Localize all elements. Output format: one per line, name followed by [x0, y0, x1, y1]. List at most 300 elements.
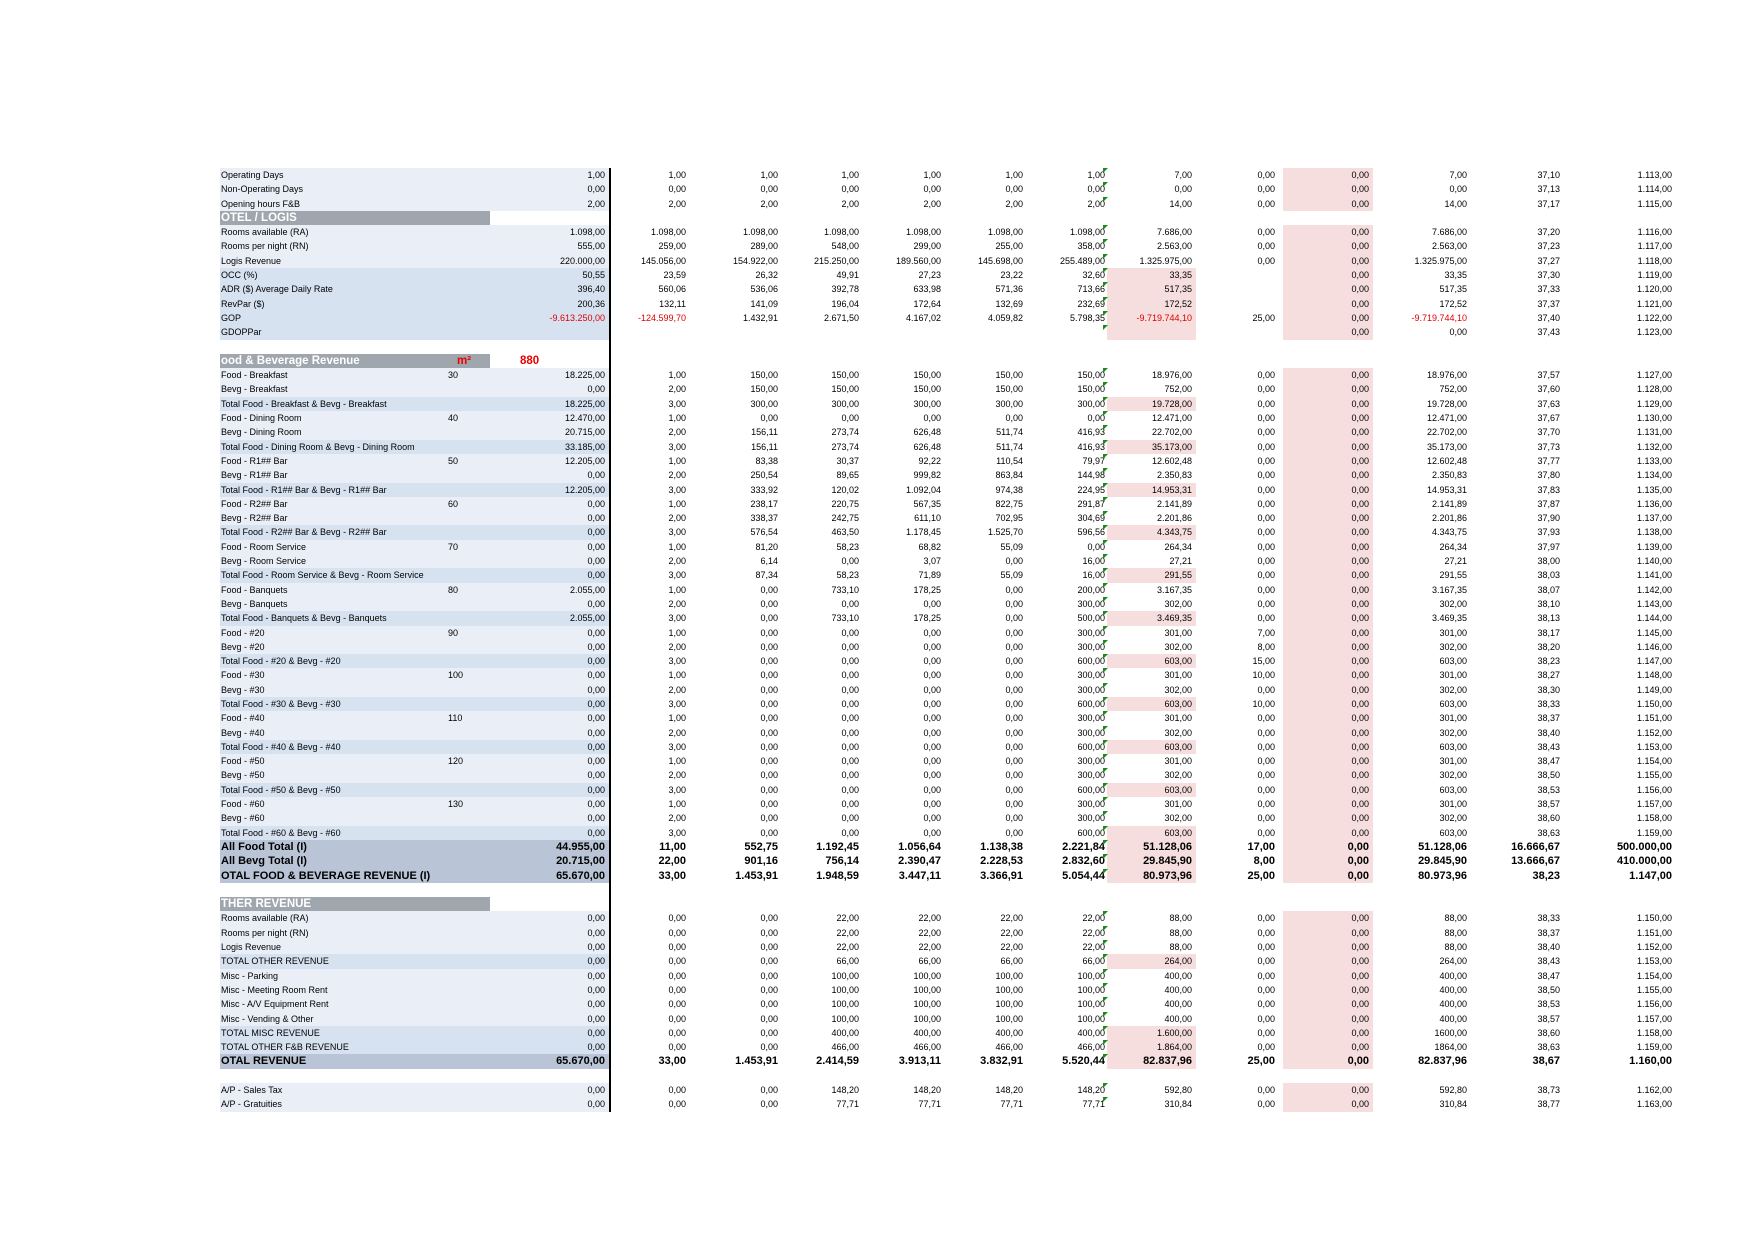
value-cell[interactable]: 0,00 [1257, 1099, 1275, 1110]
row-label[interactable]: Total Food - #20 & Bevg - #20 [220, 654, 445, 668]
value-cell[interactable]: 15,00 [1252, 656, 1275, 667]
value-cell[interactable]: 633,98 [913, 284, 941, 295]
value-cell[interactable]: 400,00 [1164, 970, 1192, 981]
value-cell[interactable]: 1.122,00 [1636, 312, 1672, 323]
base-value-cell[interactable]: 1.098,00 [489, 225, 609, 239]
value-cell[interactable]: 302,00 [1439, 641, 1467, 652]
value-cell[interactable]: 0,00 [923, 713, 941, 724]
value-cell[interactable]: 400,00 [1439, 999, 1467, 1010]
base-value-cell[interactable]: 0,00 [489, 783, 609, 797]
value-cell[interactable]: 38,13 [1537, 613, 1560, 624]
value-cell[interactable]: 1.134,00 [1636, 470, 1672, 481]
value-cell[interactable]: 38,27 [1537, 670, 1560, 681]
code-cell[interactable] [445, 440, 489, 454]
value-cell[interactable]: 0,00 [760, 184, 778, 195]
value-cell[interactable]: 0,00 [1283, 768, 1373, 782]
base-value-cell[interactable]: 0,00 [489, 540, 609, 554]
value-cell[interactable]: 51.128,06 [1418, 840, 1467, 853]
value-cell[interactable]: 19.728,00 [1426, 398, 1467, 409]
value-cell[interactable]: 37,43 [1537, 327, 1560, 338]
base-value-cell[interactable]: 0,00 [489, 468, 609, 482]
base-value-cell[interactable]: 0,00 [489, 1040, 609, 1054]
value-cell[interactable]: 12.471,00 [1151, 413, 1192, 424]
base-value-cell[interactable]: 18.225,00 [489, 397, 609, 411]
code-cell[interactable] [445, 282, 489, 296]
value-cell[interactable]: 22,00 [1082, 927, 1105, 938]
value-cell[interactable]: 1.155,00 [1636, 984, 1672, 995]
value-cell[interactable]: 466,00 [831, 1042, 859, 1053]
value-cell[interactable]: 1.131,00 [1636, 427, 1672, 438]
value-cell[interactable]: 299,00 [913, 241, 941, 252]
value-cell[interactable]: 300,00 [1077, 598, 1105, 609]
value-cell[interactable]: 0,00 [1257, 984, 1275, 995]
value-cell[interactable]: 1.092,04 [905, 484, 941, 495]
value-cell[interactable]: 0,00 [1283, 483, 1373, 497]
value-cell[interactable]: 264,34 [1164, 541, 1192, 552]
row-label[interactable]: Bevg - Breakfast [220, 382, 445, 396]
value-cell[interactable]: 511,74 [996, 427, 1023, 438]
value-cell[interactable]: 0,00 [841, 598, 859, 609]
base-value-cell[interactable]: 0,00 [489, 797, 609, 811]
value-cell[interactable]: 1.162,00 [1636, 1085, 1672, 1095]
value-cell[interactable]: 3,00 [668, 441, 686, 452]
code-cell[interactable] [445, 954, 489, 968]
value-cell[interactable]: 0,00 [1005, 656, 1023, 667]
value-cell[interactable]: 0,00 [1257, 799, 1275, 810]
value-cell[interactable]: 0,00 [760, 770, 778, 781]
value-cell[interactable]: 0,00 [1283, 368, 1373, 382]
value-cell[interactable]: 100,00 [1077, 999, 1105, 1010]
value-cell[interactable]: 1.123,00 [1636, 327, 1672, 338]
value-cell[interactable]: 37,10 [1537, 170, 1560, 180]
value-cell[interactable]: 0,00 [760, 413, 778, 424]
base-value-cell[interactable]: 0,00 [489, 1097, 609, 1111]
value-cell[interactable]: 571,36 [995, 284, 1023, 295]
value-cell[interactable]: 0,00 [1283, 1040, 1373, 1054]
value-cell[interactable]: 0,00 [760, 799, 778, 810]
value-cell[interactable]: 22,00 [1082, 942, 1105, 953]
value-cell[interactable]: 0,00 [760, 684, 778, 695]
value-cell[interactable]: 0,00 [1257, 1013, 1275, 1024]
value-cell[interactable]: 603,00 [1439, 741, 1467, 752]
value-cell[interactable]: 1.098,00 [1069, 227, 1105, 238]
value-cell[interactable]: 33,35 [1107, 268, 1196, 282]
row-label[interactable]: Bevg - #30 [220, 683, 445, 697]
value-cell[interactable]: 100,00 [831, 970, 859, 981]
value-cell[interactable]: 1.149,00 [1636, 684, 1672, 695]
value-cell[interactable]: 11,00 [659, 840, 686, 853]
row-label[interactable]: All Bevg Total (I) [220, 854, 445, 868]
value-cell[interactable]: 66,00 [1082, 956, 1105, 967]
value-cell[interactable]: 27,21 [1169, 556, 1192, 567]
value-cell[interactable]: 2,00 [668, 556, 686, 567]
value-cell[interactable]: 12.602,48 [1151, 455, 1192, 466]
value-cell[interactable]: 0,00 [1283, 325, 1373, 339]
value-cell[interactable]: 5.798,35 [1069, 312, 1105, 323]
value-cell[interactable]: 0,00 [1449, 327, 1467, 338]
value-cell[interactable]: 37,67 [1537, 413, 1560, 424]
value-cell[interactable]: 0,00 [1283, 425, 1373, 439]
value-cell[interactable]: 0,00 [1283, 311, 1373, 325]
value-cell[interactable]: 0,00 [923, 813, 941, 824]
value-cell[interactable]: 1.325.975,00 [1414, 255, 1467, 266]
value-cell[interactable]: 0,00 [1257, 1042, 1275, 1053]
value-cell[interactable]: 400,00 [1164, 984, 1192, 995]
value-cell[interactable]: 200,00 [1077, 584, 1105, 595]
value-cell[interactable]: 0,00 [1005, 613, 1023, 624]
value-cell[interactable]: 0,00 [1283, 540, 1373, 554]
row-label[interactable]: Food - Dining Room [220, 411, 445, 425]
value-cell[interactable]: 38,60 [1537, 1027, 1560, 1038]
value-cell[interactable] [1029, 325, 1109, 339]
value-cell[interactable]: 302,00 [1164, 641, 1192, 652]
value-cell[interactable]: 38,63 [1537, 1042, 1560, 1053]
value-cell[interactable]: -9.719.744,10 [1411, 312, 1467, 323]
value-cell[interactable]: 0,00 [1283, 197, 1373, 211]
value-cell[interactable]: 0,00 [1257, 684, 1275, 695]
value-cell[interactable]: 0,00 [1283, 1026, 1373, 1040]
row-label[interactable]: Food - Breakfast [220, 368, 445, 382]
value-cell[interactable]: 2.228,53 [980, 855, 1023, 868]
value-cell[interactable]: 38,60 [1537, 813, 1560, 824]
value-cell[interactable]: 463,50 [831, 527, 859, 538]
value-cell[interactable]: 38,63 [1537, 827, 1560, 838]
value-cell[interactable]: 0,00 [1087, 184, 1105, 195]
value-cell[interactable]: 901,16 [744, 855, 778, 868]
value-cell[interactable]: 264,34 [1439, 541, 1467, 552]
value-cell[interactable]: 27,21 [1444, 556, 1467, 567]
value-cell[interactable]: 37,20 [1537, 227, 1560, 238]
value-cell[interactable]: 0,00 [1283, 297, 1373, 311]
value-cell[interactable]: 150,00 [831, 384, 859, 395]
value-cell[interactable]: 0,00 [1283, 811, 1373, 825]
base-value-cell[interactable]: 0,00 [489, 1026, 609, 1040]
value-cell[interactable]: 0,00 [760, 584, 778, 595]
value-cell[interactable]: 5.520,44 [1062, 1055, 1105, 1068]
value-cell[interactable]: 37,13 [1537, 184, 1560, 195]
value-cell[interactable]: 1.056,64 [898, 840, 941, 853]
value-cell[interactable]: 1.140,00 [1636, 556, 1672, 567]
value-cell[interactable]: 592,80 [1164, 1085, 1192, 1095]
value-cell[interactable]: 3,00 [668, 827, 686, 838]
value-cell[interactable]: 29.845,90 [1418, 855, 1467, 868]
row-label[interactable]: Food - R2## Bar [220, 497, 445, 511]
base-value-cell[interactable]: 0,00 [489, 1083, 609, 1097]
value-cell[interactable]: 0,00 [1257, 827, 1275, 838]
value-cell[interactable]: 0,00 [923, 698, 941, 709]
value-cell[interactable]: 0,00 [668, 999, 686, 1010]
value-cell[interactable]: 150,00 [913, 384, 941, 395]
base-value-cell[interactable]: 65.670,00 [489, 869, 609, 883]
value-cell[interactable]: 400,00 [1439, 984, 1467, 995]
value-cell[interactable]: 100,00 [913, 970, 941, 981]
code-cell[interactable] [445, 197, 489, 211]
value-cell[interactable]: 0,00 [1257, 413, 1275, 424]
value-cell[interactable]: 0,00 [668, 913, 686, 924]
value-cell[interactable]: 0,00 [1283, 1012, 1373, 1026]
value-cell[interactable]: 0,00 [1257, 756, 1275, 767]
row-label[interactable]: Food - R1## Bar [220, 454, 445, 468]
value-cell[interactable]: 0,00 [1283, 854, 1373, 868]
base-value-cell[interactable]: 12.205,00 [489, 483, 609, 497]
value-cell[interactable]: 0,00 [1257, 784, 1275, 795]
value-cell[interactable]: 1.525,70 [987, 527, 1023, 538]
value-cell[interactable]: 1.864,00 [1107, 1040, 1196, 1054]
value-cell[interactable]: 238,17 [750, 498, 778, 509]
value-cell[interactable]: 702,95 [995, 513, 1023, 524]
value-cell[interactable]: 196,04 [831, 298, 859, 309]
value-cell[interactable]: 1864,00 [1434, 1042, 1467, 1053]
value-cell[interactable]: 611,10 [914, 513, 941, 524]
value-cell[interactable]: 1,00 [668, 455, 686, 466]
value-cell[interactable]: 1,00 [668, 170, 686, 180]
value-cell[interactable]: 38,23 [1537, 656, 1560, 667]
value-cell[interactable]: 0,00 [1257, 770, 1275, 781]
row-label[interactable]: Bevg - R1## Bar [220, 468, 445, 482]
value-cell[interactable]: 29.845,90 [1107, 854, 1196, 868]
value-cell[interactable]: 0,00 [760, 942, 778, 953]
value-cell[interactable] [1107, 325, 1196, 339]
value-cell[interactable]: 0,00 [1283, 940, 1373, 954]
value-cell[interactable]: 0,00 [760, 1085, 778, 1095]
value-cell[interactable]: 0,00 [923, 184, 941, 195]
base-value-cell[interactable]: 0,00 [489, 554, 609, 568]
value-cell[interactable]: 0,00 [1283, 411, 1373, 425]
value-cell[interactable]: 1.138,38 [980, 840, 1023, 853]
value-cell[interactable]: 38,50 [1537, 984, 1560, 995]
value-cell[interactable]: 1,00 [668, 498, 686, 509]
value-cell[interactable]: 38,57 [1537, 799, 1560, 810]
value-cell[interactable]: 38,03 [1537, 570, 1560, 581]
value-cell[interactable]: 22,00 [836, 927, 859, 938]
code-cell[interactable] [445, 654, 489, 668]
value-cell[interactable]: 0,00 [841, 827, 859, 838]
code-cell[interactable] [445, 568, 489, 582]
value-cell[interactable]: 2.671,50 [823, 312, 859, 323]
code-cell[interactable] [445, 911, 489, 925]
value-cell[interactable]: 100,00 [995, 970, 1023, 981]
value-cell[interactable]: 1.127,00 [1636, 370, 1672, 381]
value-cell[interactable]: 37,37 [1537, 298, 1560, 309]
code-cell[interactable] [445, 869, 489, 883]
base-value-cell[interactable]: 200,36 [489, 297, 609, 311]
row-label[interactable]: Total Food - #60 & Bevg - #60 [220, 826, 445, 840]
value-cell[interactable]: 592,80 [1439, 1085, 1467, 1095]
value-cell[interactable]: 0,00 [841, 684, 859, 695]
row-label[interactable]: TOTAL MISC REVENUE [220, 1026, 445, 1040]
value-cell[interactable]: 150,00 [913, 370, 941, 381]
value-cell[interactable]: 38,10 [1537, 598, 1560, 609]
value-cell[interactable]: 2.141,89 [1156, 498, 1192, 509]
value-cell[interactable]: 466,00 [995, 1042, 1023, 1053]
value-cell[interactable]: 291,87 [1077, 498, 1105, 509]
value-cell[interactable]: 3.167,35 [1156, 584, 1192, 595]
value-cell[interactable]: 1.453,91 [735, 869, 778, 882]
value-cell[interactable]: 1.151,00 [1636, 713, 1672, 724]
value-cell[interactable]: 150,00 [995, 370, 1023, 381]
value-cell[interactable]: 154.922,00 [732, 255, 778, 266]
value-cell[interactable]: 0,00 [1283, 497, 1373, 511]
row-label[interactable]: OCC (%) [220, 268, 445, 282]
value-cell[interactable]: 37,33 [1537, 284, 1560, 295]
value-cell[interactable]: 0,00 [1283, 726, 1373, 740]
code-cell[interactable] [445, 182, 489, 196]
value-cell[interactable]: 71,89 [918, 570, 941, 581]
value-cell[interactable]: 215.250,00 [813, 255, 859, 266]
base-value-cell[interactable]: 0,00 [489, 940, 609, 954]
value-cell[interactable]: 400,00 [1439, 970, 1467, 981]
row-label[interactable]: OTAL REVENUE [220, 1054, 445, 1068]
value-cell[interactable]: 0,00 [1005, 770, 1023, 781]
value-cell[interactable]: 301,00 [1439, 799, 1467, 810]
code-cell[interactable] [445, 783, 489, 797]
value-cell[interactable]: 38,77 [1537, 1099, 1560, 1110]
value-cell[interactable]: 264,00 [1107, 954, 1196, 968]
value-cell[interactable]: 19.728,00 [1107, 397, 1196, 411]
value-cell[interactable]: 310,84 [1439, 1099, 1467, 1110]
value-cell[interactable]: 300,00 [1077, 670, 1105, 681]
value-cell[interactable]: 0,00 [668, 927, 686, 938]
value-cell[interactable]: 0,00 [1087, 413, 1105, 424]
value-cell[interactable]: 0,00 [1005, 799, 1023, 810]
value-cell[interactable]: 1.139,00 [1636, 541, 1672, 552]
value-cell[interactable]: 302,00 [1439, 770, 1467, 781]
base-value-cell[interactable]: 65.670,00 [489, 1054, 609, 1068]
value-cell[interactable]: 0,00 [1257, 942, 1275, 953]
value-cell[interactable]: 1,00 [1005, 170, 1023, 180]
value-cell[interactable]: 22,00 [1082, 913, 1105, 924]
value-cell[interactable]: 37,70 [1537, 427, 1560, 438]
value-cell[interactable]: 3.366,91 [980, 869, 1023, 882]
value-cell[interactable]: 1.432,91 [742, 312, 778, 323]
row-label[interactable]: RevPar ($) [220, 297, 445, 311]
row-label[interactable]: Food - #30 [220, 668, 445, 682]
value-cell[interactable]: 38,33 [1537, 698, 1560, 709]
base-value-cell[interactable]: 0,00 [489, 697, 609, 711]
value-cell[interactable]: 22,00 [836, 913, 859, 924]
row-label[interactable]: Total Food - R2## Bar & Bevg - R2## Bar [220, 525, 445, 539]
value-cell[interactable]: 302,00 [1164, 598, 1192, 609]
value-cell[interactable]: 7.686,00 [1431, 227, 1467, 238]
value-cell[interactable]: 35.173,00 [1107, 440, 1196, 454]
value-cell[interactable]: 145.698,00 [977, 255, 1023, 266]
value-cell[interactable]: 1.156,00 [1636, 784, 1672, 795]
value-cell[interactable]: 0,00 [1283, 382, 1373, 396]
value-cell[interactable]: 38,30 [1537, 684, 1560, 695]
value-cell[interactable]: 511,74 [996, 441, 1023, 452]
value-cell[interactable]: 38,37 [1537, 713, 1560, 724]
value-cell[interactable]: 0,00 [1257, 1085, 1275, 1095]
value-cell[interactable]: 301,00 [1439, 670, 1467, 681]
code-cell[interactable] [445, 1026, 489, 1040]
value-cell[interactable]: 82.837,96 [1418, 1055, 1467, 1068]
value-cell[interactable]: 100,00 [995, 1013, 1023, 1024]
base-value-cell[interactable]: 44.955,00 [489, 840, 609, 854]
base-value-cell[interactable]: 0,00 [489, 726, 609, 740]
code-cell[interactable]: 30 [445, 368, 489, 382]
value-cell[interactable]: 300,00 [1077, 756, 1105, 767]
value-cell[interactable]: 3,00 [668, 527, 686, 538]
value-cell[interactable]: 224,95 [1077, 484, 1105, 495]
code-cell[interactable] [445, 683, 489, 697]
value-cell[interactable]: 400,00 [913, 1027, 941, 1038]
value-cell[interactable]: 0,00 [1283, 869, 1373, 883]
value-cell[interactable]: 1,00 [668, 541, 686, 552]
value-cell[interactable]: 0,00 [1257, 713, 1275, 724]
value-cell[interactable]: 338,37 [750, 513, 778, 524]
value-cell[interactable]: 974,38 [995, 484, 1023, 495]
base-value-cell[interactable]: 0,00 [489, 525, 609, 539]
value-cell[interactable]: 0,00 [923, 756, 941, 767]
base-value-cell[interactable] [489, 325, 609, 339]
value-cell[interactable]: 110,54 [996, 455, 1023, 466]
value-cell[interactable]: 1,00 [668, 627, 686, 638]
value-cell[interactable]: 100,00 [1077, 1013, 1105, 1024]
base-value-cell[interactable]: 220.000,00 [489, 254, 609, 268]
value-cell[interactable]: 7.686,00 [1156, 227, 1192, 238]
value-cell[interactable]: 7,00 [1174, 170, 1192, 180]
value-cell[interactable]: 0,00 [1257, 484, 1275, 495]
value-cell[interactable]: 626,48 [913, 427, 941, 438]
value-cell[interactable]: 27,23 [918, 270, 941, 281]
value-cell[interactable]: 100,00 [1077, 984, 1105, 995]
row-label[interactable]: Food - #40 [220, 711, 445, 725]
value-cell[interactable]: 1.129,00 [1636, 398, 1672, 409]
value-cell[interactable]: 416,93 [1077, 441, 1105, 452]
value-cell[interactable]: 0,00 [1283, 954, 1373, 968]
value-cell[interactable]: 301,00 [1439, 713, 1467, 724]
code-cell[interactable] [445, 225, 489, 239]
base-value-cell[interactable]: 33.185,00 [489, 440, 609, 454]
code-cell[interactable] [445, 726, 489, 740]
value-cell[interactable]: 37,63 [1537, 398, 1560, 409]
value-cell[interactable]: 0,00 [668, 1085, 686, 1095]
value-cell[interactable]: 10,00 [1252, 670, 1275, 681]
value-cell[interactable]: 1.115,00 [1637, 198, 1672, 209]
value-cell[interactable]: 4.059,82 [987, 312, 1023, 323]
row-label[interactable]: Total Food - Room Service & Bevg - Room Service [220, 568, 445, 582]
value-cell[interactable]: 16,00 [1082, 570, 1105, 581]
row-label[interactable]: Food - #50 [220, 754, 445, 768]
value-cell[interactable]: 291,55 [1439, 570, 1467, 581]
base-value-cell[interactable]: 0,00 [489, 911, 609, 925]
value-cell[interactable]: 79,97 [1082, 455, 1105, 466]
value-cell[interactable]: 150,00 [750, 370, 778, 381]
value-cell[interactable]: 0,00 [1257, 999, 1275, 1010]
code-cell[interactable]: 90 [445, 626, 489, 640]
value-cell[interactable]: 172,52 [1107, 297, 1196, 311]
value-cell[interactable]: 37,57 [1537, 370, 1560, 381]
base-value-cell[interactable]: 0,00 [489, 711, 609, 725]
value-cell[interactable]: 301,00 [1439, 627, 1467, 638]
value-cell[interactable]: 0,00 [841, 713, 859, 724]
code-cell[interactable]: 120 [445, 754, 489, 768]
value-cell[interactable]: 37,73 [1537, 441, 1560, 452]
value-cell[interactable]: 822,75 [995, 498, 1023, 509]
value-cell[interactable]: 1.137,00 [1636, 513, 1672, 524]
value-cell[interactable]: 1,00 [841, 170, 859, 180]
value-cell[interactable]: 1.163,00 [1636, 1099, 1672, 1110]
value-cell[interactable]: 1.138,00 [1636, 527, 1672, 538]
code-cell[interactable] [445, 1097, 489, 1111]
row-label[interactable]: Food - #60 [220, 797, 445, 811]
value-cell[interactable] [1199, 282, 1279, 296]
value-cell[interactable]: 3,07 [923, 556, 941, 567]
value-cell[interactable]: 410.000,00 [1616, 855, 1672, 868]
value-cell[interactable]: 7,00 [1257, 627, 1275, 638]
value-cell[interactable]: 144,98 [1077, 470, 1105, 481]
value-cell[interactable]: 300,00 [1077, 727, 1105, 738]
